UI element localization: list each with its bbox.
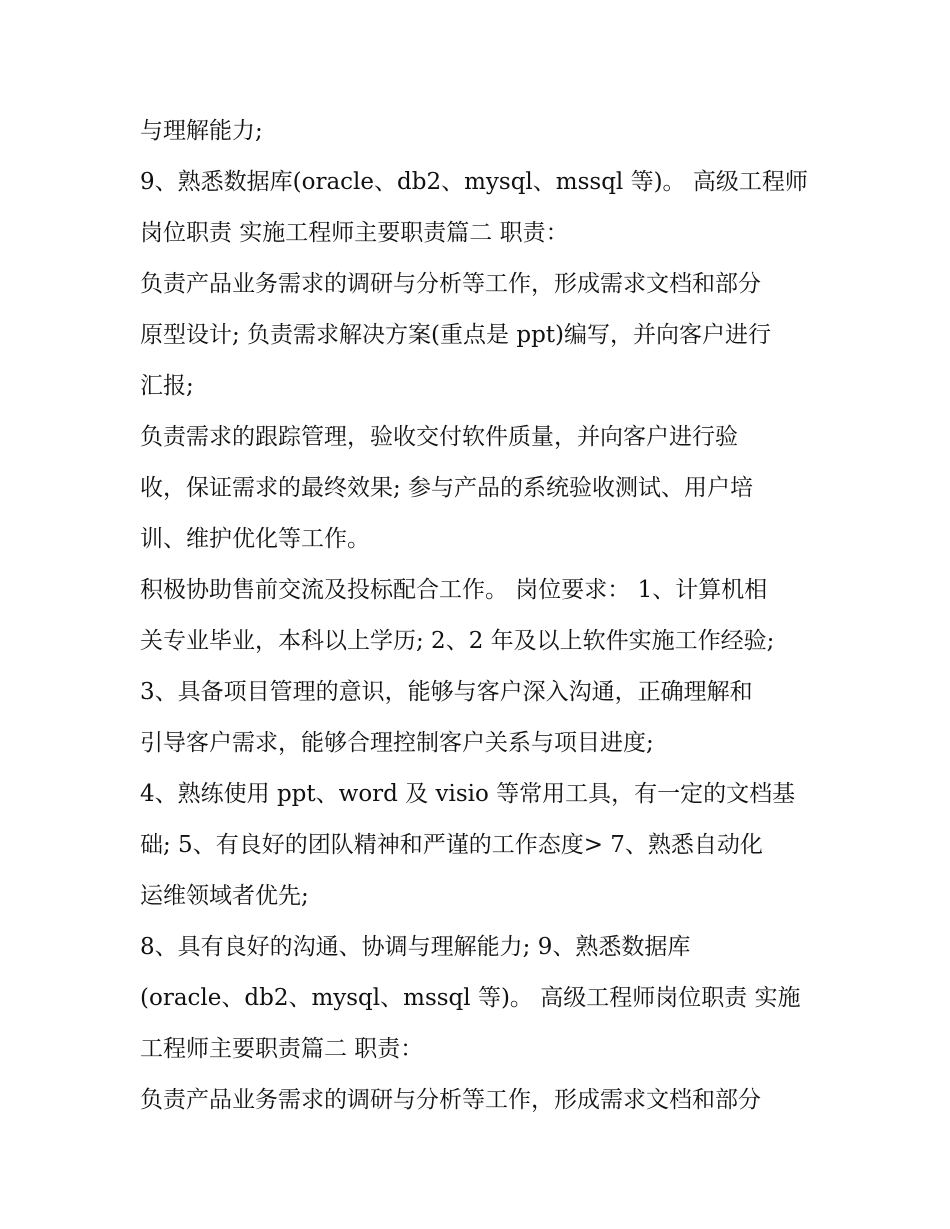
- text-line: 引导客户需求，能够合理控制客户关系与项目进度;: [140, 730, 654, 756]
- text-line: 础; 5、有良好的团队精神和严谨的工作态度> 7、熟悉自动化: [140, 832, 763, 858]
- text-line: 9、熟悉数据库(oracle、db2、mysql、mssql 等)。 高级工程师: [140, 169, 808, 195]
- document-body: [140, 106, 820, 1126]
- text-line: 积极协助售前交流及投标配合工作。 岗位要求： 1、计算机相: [140, 577, 768, 603]
- text-line: 负责需求的跟踪管理，验收交付软件质量，并向客户进行验: [140, 424, 738, 450]
- text-line: 与理解能力;: [140, 118, 263, 144]
- text-line: 关专业毕业，本科以上学历; 2、2 年及以上软件实施工作经验;: [140, 628, 775, 654]
- text-line: 4、熟练使用 ppt、word 及 visio 等常用工具，有一定的文档基: [140, 781, 796, 807]
- text-line: 负责产品业务需求的调研与分析等工作，形成需求文档和部分: [140, 1087, 761, 1113]
- text-line: 运维领域者优先;: [140, 883, 309, 909]
- text-line: 收，保证需求的最终效果; 参与产品的系统验收测试、用户培: [140, 475, 754, 501]
- text-line: 3、具备项目管理的意识，能够与客户深入沟通，正确理解和: [140, 679, 753, 705]
- text-line: (oracle、db2、mysql、mssql 等)。 高级工程师岗位职责 实施: [140, 985, 801, 1011]
- text-line: 8、具有良好的沟通、协调与理解能力; 9、熟悉数据库: [140, 934, 691, 960]
- text-line: 负责产品业务需求的调研与分析等工作，形成需求文档和部分: [140, 271, 761, 297]
- text-line: 训、维护优化等工作。: [140, 526, 370, 552]
- text-line: 工程师主要职责篇二 职责：: [140, 1036, 424, 1062]
- text-line: 汇报;: [140, 373, 194, 399]
- text-line: 岗位职责 实施工程师主要职责篇二 职责：: [140, 220, 569, 246]
- text-line: 原型设计; 负责需求解决方案(重点是 ppt)编写，并向客户进行: [140, 322, 772, 348]
